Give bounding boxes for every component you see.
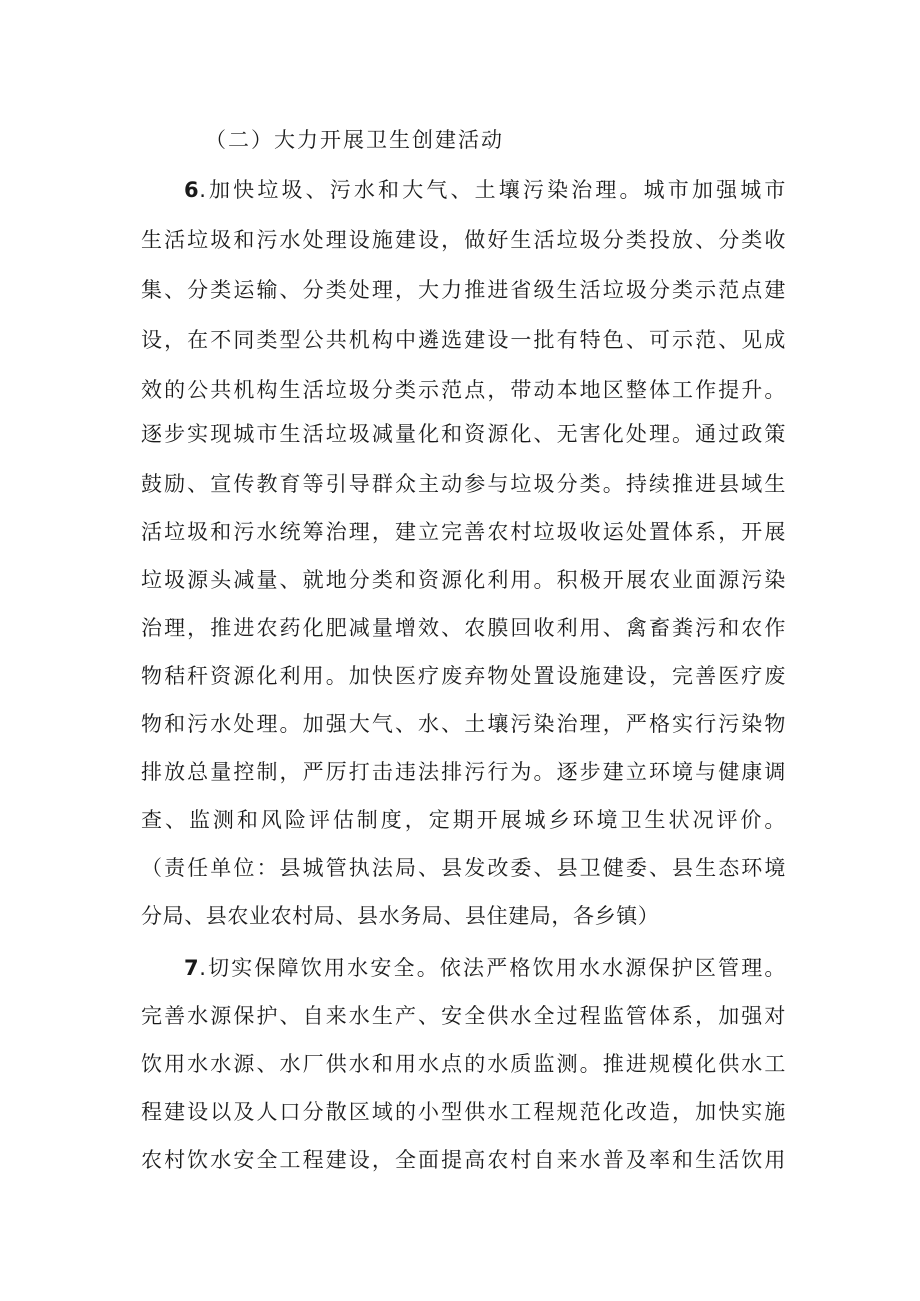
paragraph-line: 集、分类运输、分类处理，大力推进省级生活垃圾分类示范点建 xyxy=(141,278,786,302)
item-6-line-text: .加快垃圾、污水和大气、土壤污染治理。城市加强城市 xyxy=(199,178,786,202)
item-7-first-line xyxy=(184,953,786,983)
paragraph-line: 鼓励、宣传教育等引导群众主动参与垃圾分类。持续推进县域生 xyxy=(141,472,786,496)
item-6-first-line xyxy=(184,175,786,205)
paragraph-line: 活垃圾和污水统筹治理，建立完善农村垃圾收运处置体系，开展 xyxy=(141,520,786,544)
paragraph-line: 逐步实现城市生活垃圾减量化和资源化、无害化处理。通过政策 xyxy=(141,422,786,446)
item-7-number: 7 xyxy=(184,956,200,980)
paragraph-line: 物和污水处理。加强大气、水、土壤污染治理，严格实行污染物 xyxy=(141,712,786,736)
paragraph-line: 查、监测和风险评估制度，定期开展城乡环境卫生状况评价。 xyxy=(141,808,786,832)
responsibility-note: （责任单位：县城管执法局、县发改委、县卫健委、县生态环境 xyxy=(141,856,786,880)
item-7-line-text: .切实保障饮用水安全。依法严格饮用水水源保护区管理。 xyxy=(199,956,786,980)
section-heading: （二）大力开展卫生创建活动 xyxy=(205,128,504,152)
paragraph-line: 饮用水水源、水厂供水和用水点的水质监测。推进规模化供水工 xyxy=(141,1052,786,1076)
item-6-number: 6 xyxy=(184,178,200,202)
paragraph-line: 生活垃圾和污水处理设施建设，做好生活垃圾分类投放、分类收 xyxy=(141,228,786,252)
paragraph-line: 完善水源保护、自来水生产、安全供水全过程监管体系，加强对 xyxy=(141,1004,786,1028)
paragraph-line: 程建设以及人口分散区域的小型供水工程规范化改造，加快实施 xyxy=(141,1100,786,1124)
paragraph-line: 效的公共机构生活垃圾分类示范点，带动本地区整体工作提升。 xyxy=(141,378,786,402)
paragraph-line: 垃圾源头减量、就地分类和资源化利用。积极开展农业面源污染 xyxy=(141,568,786,592)
paragraph-line: 排放总量控制，严厉打击违法排污行为。逐步建立环境与健康调 xyxy=(141,760,786,784)
paragraph-line: 设，在不同类型公共机构中遴选建设一批有特色、可示范、见成 xyxy=(141,328,786,352)
responsibility-note: 分局、县农业农村局、县水务局、县住建局，各乡镇） xyxy=(141,904,660,928)
paragraph-line: 农村饮水安全工程建设，全面提高农村自来水普及率和生活饮用 xyxy=(141,1148,786,1172)
paragraph-line: 物秸秆资源化利用。加快医疗废弃物处置设施建设，完善医疗废 xyxy=(141,664,786,688)
paragraph-line: 治理，推进农药化肥减量增效、农膜回收利用、禽畜粪污和农作 xyxy=(141,616,786,640)
